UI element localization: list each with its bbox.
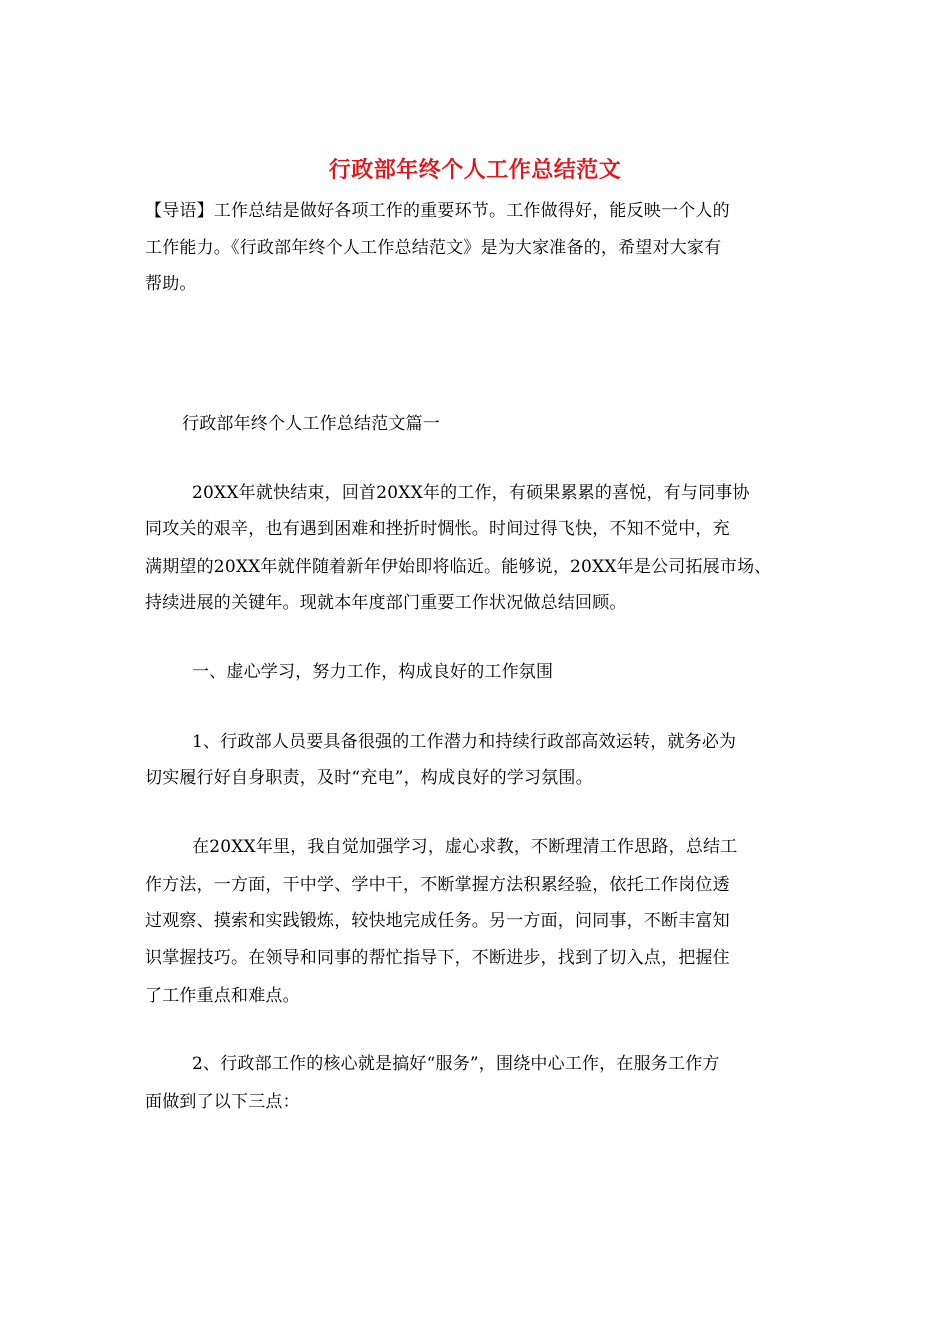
paragraph-line: 满期望的20XX年就伴随着新年伊始即将临近。能够说，20XX年是公司拓展市场、 — [145, 557, 772, 577]
list-item-line: 切实履行好自身职责，及时“充电”，构成良好的学习氛围。 — [145, 768, 593, 788]
paragraph-line: 识掌握技巧。在领导和同事的帮忙指导下，不断进步，找到了切入点，把握住 — [145, 948, 730, 968]
list-item-line: 面做到了以下三点： — [145, 1092, 300, 1112]
list-item-line: 2、行政部工作的核心就是搞好“服务”，围绕中心工作，在服务工作方 — [192, 1054, 720, 1074]
paragraph-line: 作方法，一方面，干中学、学中干，不断掌握方法积累经验，依托工作岗位透 — [145, 875, 730, 895]
paragraph-line: 过观察、摸索和实践锻炼，较快地完成任务。另一方面，问同事，不断丰富知 — [145, 911, 730, 931]
paragraph-line: 20XX年就快结束，回首20XX年的工作，有硕果累累的喜悦，有与同事协 — [192, 483, 750, 503]
list-item-line: 1、行政部人员要具备很强的工作潜力和持续行政部高效运转，就务必为 — [192, 732, 737, 752]
paragraph-line: 了工作重点和难点。 — [145, 986, 300, 1006]
intro-line: 帮助。 — [145, 274, 197, 294]
document-title: 行政部年终个人工作总结范文 — [328, 157, 622, 183]
subheading: 一、虚心学习，努力工作，构成良好的工作氛围 — [192, 662, 554, 682]
paragraph-line: 持续进展的关键年。现就本年度部门重要工作状况做总结回顾。 — [145, 593, 627, 613]
section-heading: 行政部年终个人工作总结范文篇一 — [182, 414, 440, 434]
intro-line: 【导语】工作总结是做好各项工作的重要环节。工作做得好，能反映一个人的 — [145, 201, 730, 221]
intro-line: 工作能力。《行政部年终个人工作总结范文》是为大家准备的，希望对大家有 — [145, 238, 722, 258]
paragraph-line: 在20XX年里，我自觉加强学习，虚心求教，不断理清工作思路，总结工 — [192, 837, 738, 857]
paragraph-line: 同攻关的艰辛，也有遇到困难和挫折时惆怅。时间过得飞快，不知不觉中，充 — [145, 519, 730, 539]
